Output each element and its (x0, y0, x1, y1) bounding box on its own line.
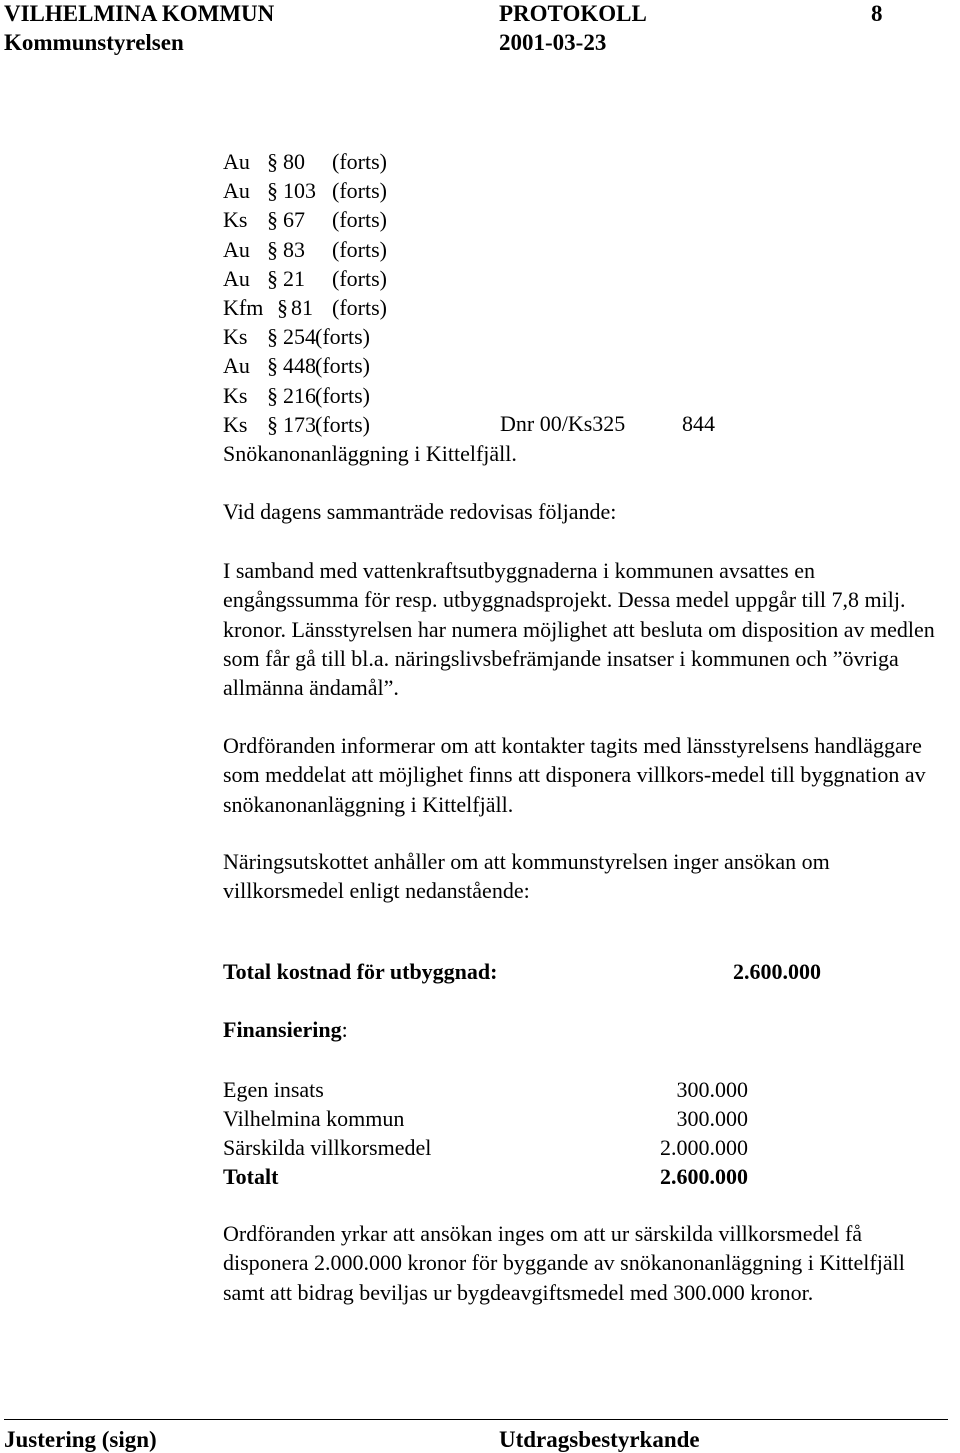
ref-prefix: Ks (223, 207, 248, 233)
total-cost-value: 2.600.000 (733, 959, 821, 984)
document-type: PROTOKOLL (499, 1, 647, 26)
ref-number: 67 (283, 207, 305, 233)
section-sign: § (267, 265, 278, 291)
ref-note: (forts) (332, 265, 387, 291)
paragraph-intro: Vid dagens sammanträde redovisas följande: (223, 499, 617, 524)
footer-extract-certification: Utdragsbestyrkande (499, 1427, 700, 1452)
ref-note: (forts) (315, 324, 370, 350)
footer-justification: Justering (sign) (4, 1427, 157, 1452)
ref-prefix: Ks (223, 382, 248, 408)
ref-prefix: Ks (223, 411, 248, 437)
section-sign: § (267, 178, 278, 204)
financing-row-value: 300.000 (676, 1106, 748, 1131)
financing-row (223, 1135, 748, 1161)
section-sign: § (277, 295, 288, 320)
ref-number: 103 (283, 178, 316, 204)
ref-number: 80 (283, 149, 305, 174)
footer-divider (4, 1419, 948, 1420)
financing-row-label: Särskilda villkorsmedel (223, 1135, 432, 1160)
subject-title: Snökanonanläggning i Kittelfjäll. (223, 441, 517, 466)
municipality-name: VILHELMINA KOMMUN (4, 1, 275, 26)
paragraph-committee-request: Näringsutskottet anhåller om att kommunstyrelsen inger ansökan om villkorsmedel enligt nedanstående: (223, 849, 830, 904)
ref-prefix: Kfm (223, 295, 264, 320)
ref-prefix: Au (223, 178, 250, 204)
ref-prefix: Au (223, 265, 250, 291)
ref-note: (forts) (332, 295, 387, 320)
diary-number: Dnr 00/Ks325 (500, 411, 626, 436)
ref-note: (forts) (332, 207, 387, 233)
ref-number: 216 (283, 382, 316, 408)
meeting-date: 2001-03-23 (499, 30, 607, 55)
ref-number: 173 (283, 411, 316, 437)
ref-note: (forts) (332, 236, 387, 262)
section-sign: § (267, 353, 278, 379)
ref-prefix: Au (223, 353, 250, 379)
paragraph-chair-motion: Ordföranden yrkar att ansökan inges om att ur särskilda villkorsmedel få disponera 2.000.000 kronor för byggande av snökanonanläggning i Kittelfjäll samt att bidrag beviljas ur bygdeavgiftsmedel med 300.000 kronor. (223, 1221, 905, 1305)
financing-total-label: Totalt (223, 1164, 279, 1189)
total-cost-label: Total kostnad för utbyggnad: (223, 959, 498, 984)
ref-note: (forts) (315, 353, 370, 379)
ref-number: 81 (291, 295, 313, 320)
ref-note: (forts) (315, 382, 370, 408)
page-number: 8 (871, 1, 883, 26)
financing-heading-colon: : (341, 1017, 348, 1042)
ref-note: (forts) (332, 149, 387, 174)
ref-number: 254 (283, 324, 316, 350)
financing-row-value: 2.000.000 (660, 1135, 748, 1160)
section-sign: § (267, 382, 278, 408)
financing-row-label: Egen insats (223, 1077, 324, 1102)
ref-number: 83 (283, 236, 305, 262)
paragraph-background: I samband med vattenkraftsutbyggnaderna i kommunen avsattes en engångssumma för resp. utbyggnadsprojekt. Dessa medel uppgår till 7,8 milj. kronor. Länsstyrelsen har numera möjlighet att besluta om disposition av medlen som får gå till bl.a. näringslivsbefrämjande insatser i kommunen och ”övriga allmänna ändamål”. (223, 558, 935, 701)
ref-note: (forts) (315, 411, 370, 437)
diary-code: 844 (682, 411, 715, 436)
ref-number: 21 (283, 265, 305, 291)
ref-note: (forts) (332, 178, 387, 204)
financing-total-row (223, 1164, 748, 1190)
financing-row (223, 1106, 748, 1132)
financing-heading (223, 1019, 348, 1041)
ref-number: 448 (283, 353, 316, 379)
section-sign: § (267, 324, 278, 350)
financing-total-value: 2.600.000 (660, 1164, 748, 1189)
section-sign: § (267, 149, 278, 174)
section-sign: § (267, 411, 278, 437)
paragraph-chair-info: Ordföranden informerar om att kontakter tagits med länsstyrelsens handläggare som meddelat att möjlighet finns att disponera villkors-medel till byggnation av snökanonanläggning i Kittelfjäll. (223, 733, 926, 817)
financing-heading-text: Finansiering (223, 1017, 342, 1042)
committee-name: Kommunstyrelsen (4, 30, 184, 55)
financing-row-label: Vilhelmina kommun (223, 1106, 405, 1131)
ref-prefix: Au (223, 236, 250, 262)
financing-row-value: 300.000 (676, 1077, 748, 1102)
ref-prefix: Ks (223, 324, 248, 350)
ref-prefix: Au (223, 149, 250, 174)
section-sign: § (267, 207, 278, 233)
financing-row (223, 1077, 748, 1103)
section-sign: § (267, 236, 278, 262)
